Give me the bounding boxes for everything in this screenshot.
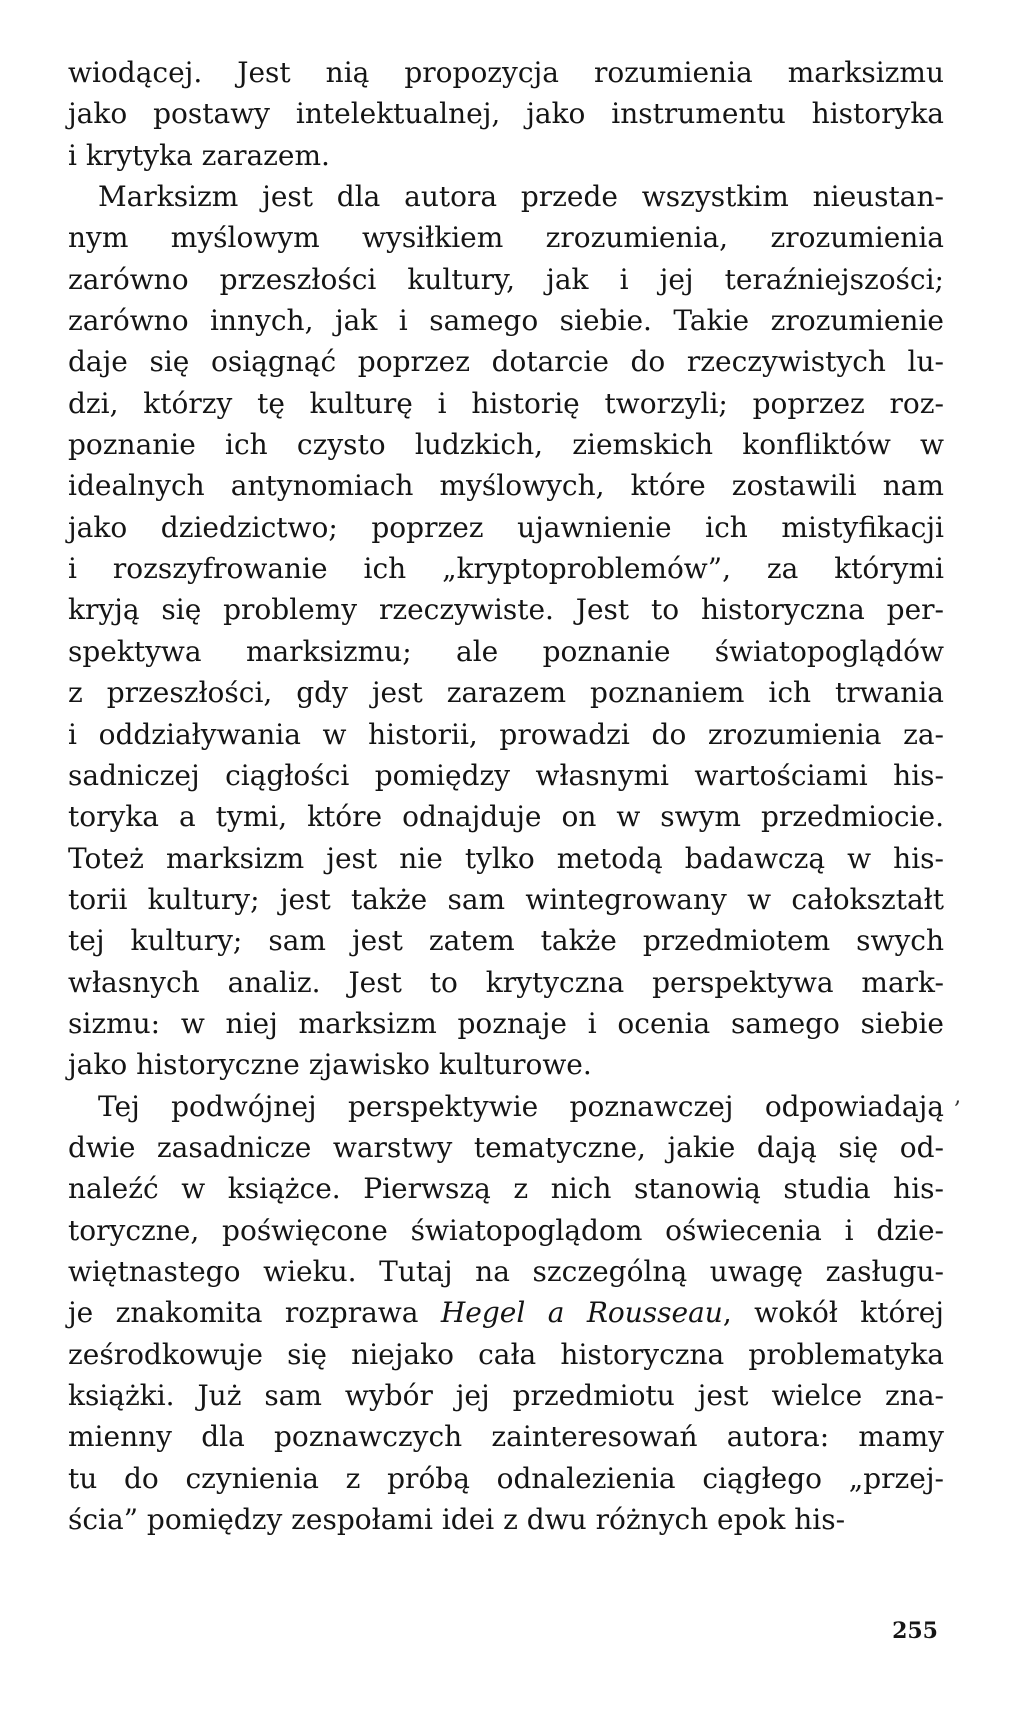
text-line: daje się osiągnąć poprzez dotarcie do rzeczywistych lu- xyxy=(68,345,944,379)
page-number: 255 xyxy=(892,1618,938,1644)
text-line: sizmu: w niej marksizm poznaje i ocenia samego siebie xyxy=(68,1006,944,1040)
paragraph xyxy=(68,52,944,176)
text-line: zarówno innych, jak i samego siebie. Takie zrozumienie xyxy=(68,304,944,338)
book-title: Hegel a Rousseau xyxy=(440,1296,723,1330)
text-line: je znakomita rozprawa Hegel a Rousseau, wokół której xyxy=(68,1296,944,1330)
text-line: wiodącej. Jest nią propozycja rozumienia marksizmu xyxy=(68,56,944,89)
text-line: jako postawy intelektualnej, jako instrumentu historyka xyxy=(68,97,944,131)
text-line: tu do czynienia z próbą odnalezienia ciągłego „przej- xyxy=(68,1461,944,1495)
paragraph xyxy=(68,176,944,1086)
text-line: z przeszłości, gdy jest zarazem poznaniem ich trwania xyxy=(68,676,944,710)
text-line: ześrodkowuje się niejako cała historyczna problematyka xyxy=(68,1337,944,1371)
text-line: toryczne, poświęcone światopoglądom oświecenia i dzie- xyxy=(68,1213,944,1247)
text-line: i krytyka zarazem. xyxy=(68,138,330,172)
text-line: naleźć w książce. Pierwszą z nich stanowią studia his- xyxy=(68,1172,944,1206)
text-line: własnych analiz. Jest to krytyczna perspektywa mark- xyxy=(68,965,944,999)
text-line: tej kultury; sam jest zatem także przedmiotem swych xyxy=(68,924,944,958)
text-line: toryka a tymi, które odnajduje on w swym przedmiocie. xyxy=(68,800,944,834)
text-line: kryją się problemy rzeczywiste. Jest to historyczna per- xyxy=(68,593,944,627)
text-line: jako dziedzictwo; poprzez ujawnienie ich mistyfikacji xyxy=(68,510,944,544)
text-line: sadniczej ciągłości pomiędzy własnymi wartościami his- xyxy=(68,758,944,792)
paragraph xyxy=(68,1086,944,1541)
text-line: torii kultury; jest także sam wintegrowany w całokształt xyxy=(68,882,944,916)
text-line: Marksizm jest dla autora przede wszystkim nieustan- xyxy=(98,180,944,214)
stray-mark: ‚ xyxy=(954,1084,961,1109)
text-line: Tej podwójnej perspektywie poznawczej odpowiadają xyxy=(98,1089,944,1123)
text-line: nym myślowym wysiłkiem zrozumienia, zrozumienia xyxy=(68,221,944,255)
text-line: więtnastego wieku. Tutaj na szczególną uwagę zasługu- xyxy=(68,1254,944,1288)
text-line: idealnych antynomiach myślowych, które zostawili nam xyxy=(68,469,944,503)
text-line: jako historyczne zjawisko kulturowe. xyxy=(68,1048,592,1082)
text-line: spektywa marksizmu; ale poznanie światopoglądów xyxy=(68,634,944,668)
text-line: Toteż marksizm jest nie tylko metodą badawczą w his- xyxy=(68,841,944,875)
text-line: zarówno przeszłości kultury, jak i jej teraźniejszości; xyxy=(68,262,944,296)
text-line: dzi, którzy tę kulturę i historię tworzyli; poprzez roz- xyxy=(68,386,944,420)
text-line: mienny dla poznawczych zainteresowań autora: mamy xyxy=(68,1420,944,1454)
text-line: ścia” pomiędzy zespołami idei z dwu różnych epok his- xyxy=(68,1503,846,1537)
text-line: i rozszyfrowanie ich „kryptoproblemów”, za którymi xyxy=(68,552,944,586)
text-line: poznanie ich czysto ludzkich, ziemskich konfliktów w xyxy=(68,428,944,462)
text-line: książki. Już sam wybór jej przedmiotu jest wielce zna- xyxy=(68,1379,944,1412)
body-text xyxy=(68,52,944,1540)
text-line: i oddziaływania w historii, prowadzi do zrozumienia za- xyxy=(68,717,944,751)
text-line: dwie zasadnicze warstwy tematyczne, jakie dają się od- xyxy=(68,1130,944,1164)
